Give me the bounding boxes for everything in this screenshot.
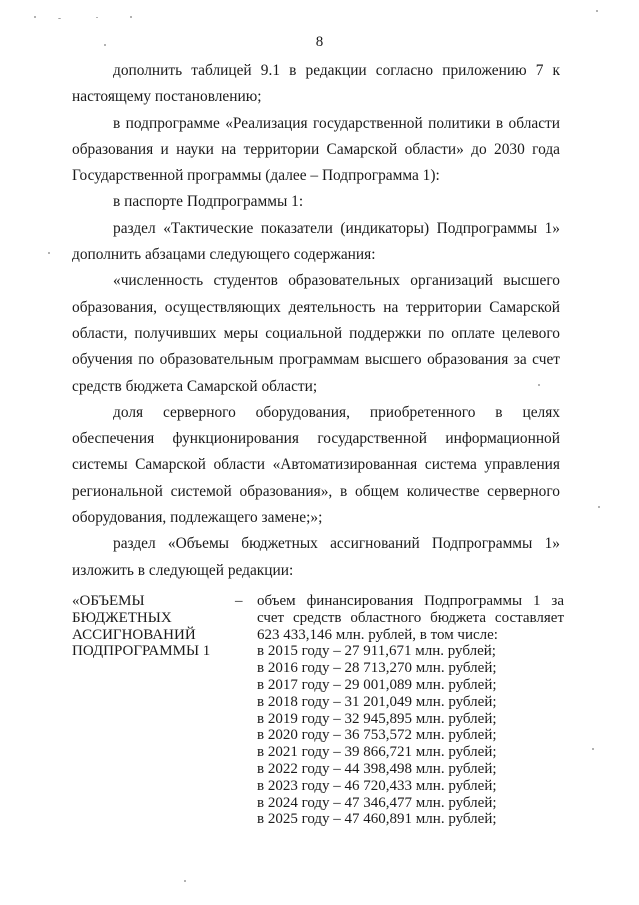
paragraph-table-addition: дополнить таблицей 9.1 в редакции согласно приложению 7 к настоящему постановлению; xyxy=(72,62,560,106)
passport-label-line: АССИГНОВАНИЙ xyxy=(72,626,196,643)
passport-dash: – xyxy=(235,593,243,609)
funding-year-row: в 2021 году – 39 866,721 млн. рублей; xyxy=(257,744,497,761)
passport-label-line: ПОДПРОГРАММЫ 1 xyxy=(72,643,211,660)
scan-speck xyxy=(104,44,106,46)
paragraph-passport: в паспорте Подпрограммы 1: xyxy=(113,193,304,211)
paragraph-server-indicator: доля серверного оборудования, приобретенного в целях обеспечения функционирования государственной информационной системы Самарской области «Автоматизированная система управления региональной системой образования», в общем количестве серверного оборудования, подлежащего замене;»; xyxy=(72,403,560,527)
scan-speck xyxy=(592,748,594,750)
passport-label xyxy=(72,593,247,660)
funding-year-row: в 2020 году – 36 753,572 млн. рублей; xyxy=(257,727,497,744)
scan-speck xyxy=(130,16,132,18)
passport-label-line: «ОБЪЕМЫ xyxy=(72,593,145,609)
funding-year-row: в 2019 году – 32 945,895 млн. рублей; xyxy=(257,710,497,727)
funding-year-row: в 2015 году – 27 911,671 млн. рублей; xyxy=(257,643,496,660)
scan-speck xyxy=(34,16,36,18)
paragraph-budget-section: раздел «Объемы бюджетных ассигнований Подпрограммы 1» изложить в следующей редакции: xyxy=(72,535,560,579)
passport-values xyxy=(257,593,564,828)
funding-year-row: в 2023 году – 46 720,433 млн. рублей; xyxy=(257,777,497,794)
paragraph-indicators-section: раздел «Тактические показатели (индикаторы) Подпрограммы 1» дополнить абзацами следующего содержания: xyxy=(72,219,560,264)
funding-year-row: в 2016 году – 28 713,270 млн. рублей; xyxy=(257,660,497,677)
funding-total-line: счет средств областного бюджета составляет xyxy=(257,609,564,626)
scan-speck xyxy=(96,17,98,18)
page-number: 8 xyxy=(315,34,324,50)
scan-speck xyxy=(58,18,61,19)
passport-label-line: БЮДЖЕТНЫХ xyxy=(72,609,172,626)
scan-speck xyxy=(48,252,50,254)
scan-speck xyxy=(596,10,598,12)
body-text xyxy=(72,58,560,584)
funding-year-row: в 2017 году – 29 001,089 млн. рублей; xyxy=(257,676,497,693)
funding-year-row: в 2025 году – 47 460,891 млн. рублей; xyxy=(257,811,497,828)
funding-year-row: в 2018 году – 31 201,049 млн. рублей; xyxy=(257,693,497,710)
funding-year-row: в 2024 году – 47 346,477 млн. рублей; xyxy=(257,794,497,811)
paragraph-students-indicator: «численность студентов образовательных организаций высшего образования, осуществляющих деятельность на территории Самарской области, получивших меры социальной поддержки по оплате целевого обучения по образовательным программам высшего образования за счет средств бюджета Самарской области; xyxy=(72,272,560,395)
funding-year-row: в 2022 году – 44 398,498 млн. рублей; xyxy=(257,760,497,777)
funding-total-line: объем финансирования Подпрограммы 1 за xyxy=(257,593,564,609)
scan-speck xyxy=(184,880,186,882)
funding-total-line: 623 433,146 млн. рублей, в том числе: xyxy=(257,626,498,643)
scan-speck xyxy=(538,384,540,386)
funding-total xyxy=(257,593,564,643)
scan-speck xyxy=(598,506,600,508)
paragraph-subprogram-intro: в подпрограмме «Реализация государственной политики в области образования и науки на территории Самарской области» до 2030 года Государственной программы (далее – Подпрограмма 1): xyxy=(72,114,560,185)
